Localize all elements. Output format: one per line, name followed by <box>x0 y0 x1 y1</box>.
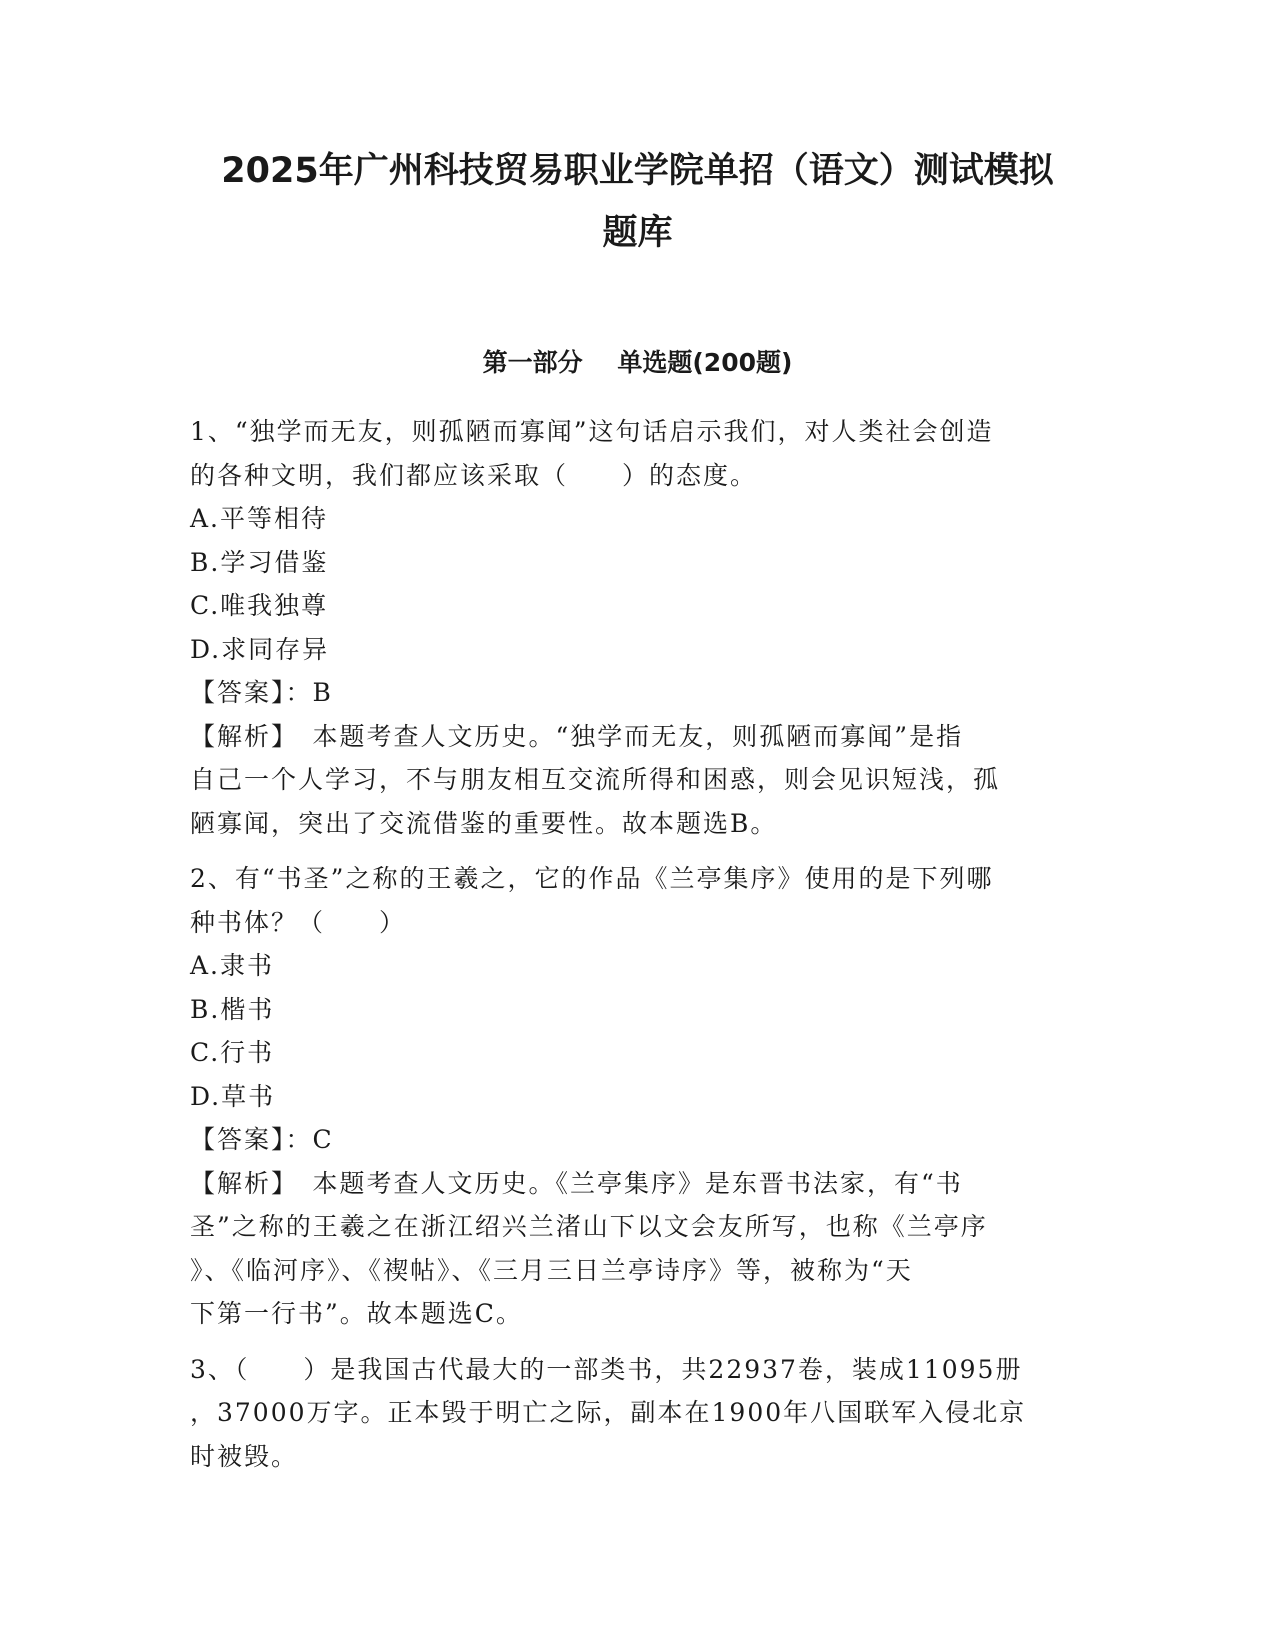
analysis-line: 陋寡闻，突出了交流借鉴的重要性。故本题选B。 <box>190 808 778 838</box>
analysis-text: 本题考查人文历史。《兰亭集序》是东晋书法家，有“书 <box>285 1168 963 1198</box>
answer-line <box>190 1118 1085 1162</box>
answer-label: 【答案】： <box>190 1125 313 1154</box>
question-stem-line: 的各种文明，我们都应该采取（ ）的态度。 <box>190 460 758 490</box>
answer-value: C <box>312 1125 334 1154</box>
option-c: C.唯我独尊 <box>190 591 329 620</box>
analysis-label: 【解析】 <box>190 1168 286 1198</box>
analysis-line: 自己一个人学习，不与朋友相互交流所得和困惑，则会见识短浅，孤 <box>190 765 1001 794</box>
analysis-line <box>190 715 1085 759</box>
analysis-label: 【解析】 <box>190 721 286 751</box>
question-2 <box>190 857 1085 1336</box>
document-title-line-2: 题库 <box>602 213 673 253</box>
option-d: D.求同存异 <box>190 634 330 664</box>
question-1 <box>190 410 1085 845</box>
option-b: B.学习借鉴 <box>190 547 329 577</box>
question-stem-line: 时被毁。 <box>190 1441 299 1471</box>
analysis-text: 本题考查人文历史。“独学而无友，则孤陋而寡闻”是指 <box>285 721 964 751</box>
answer-label: 【答案】： <box>190 678 313 707</box>
analysis-line <box>190 1162 1085 1206</box>
option-d: D.草书 <box>190 1081 276 1111</box>
section-title: 第一部分 单选题(200题) <box>482 348 793 377</box>
question-stem-line: 3、（ ）是我国古代最大的一部类书，共22937卷，装成11095册 <box>190 1354 1023 1384</box>
answer-line <box>190 671 1085 715</box>
analysis-line: 下第一行书”。故本题选C。 <box>190 1299 523 1328</box>
answer-value: B <box>312 678 333 707</box>
question-stem-line: 1、“独学而无友，则孤陋而寡闻”这句话启示我们，对人类社会创造 <box>190 417 994 446</box>
question-stem-line: ，37000万字。正本毁于明亡之际，副本在1900年八国联军入侵北京 <box>190 1398 1027 1427</box>
option-c: C.行书 <box>190 1038 275 1067</box>
document-title-line-1: 2025年广州科技贸易职业学院单招（语文）测试模拟 <box>221 151 1054 191</box>
option-a: A.平等相待 <box>190 504 329 533</box>
analysis-line: 圣”之称的王羲之在浙江绍兴兰渚山下以文会友所写，也称《兰亭序 <box>190 1212 988 1241</box>
analysis-line: 》、《临河序》、《禊帖》、《三月三日兰亭诗序》等，被称为“天 <box>190 1255 913 1285</box>
question-3 <box>190 1348 1085 1479</box>
option-b: B.楷书 <box>190 994 275 1024</box>
option-a: A.隶书 <box>190 951 275 980</box>
document-title <box>170 140 1105 264</box>
question-list <box>190 410 1085 1490</box>
question-stem-line: 2、有“书圣”之称的王羲之，它的作品《兰亭集序》使用的是下列哪 <box>190 864 994 893</box>
question-stem-line: 种书体？（ ） <box>190 907 407 937</box>
